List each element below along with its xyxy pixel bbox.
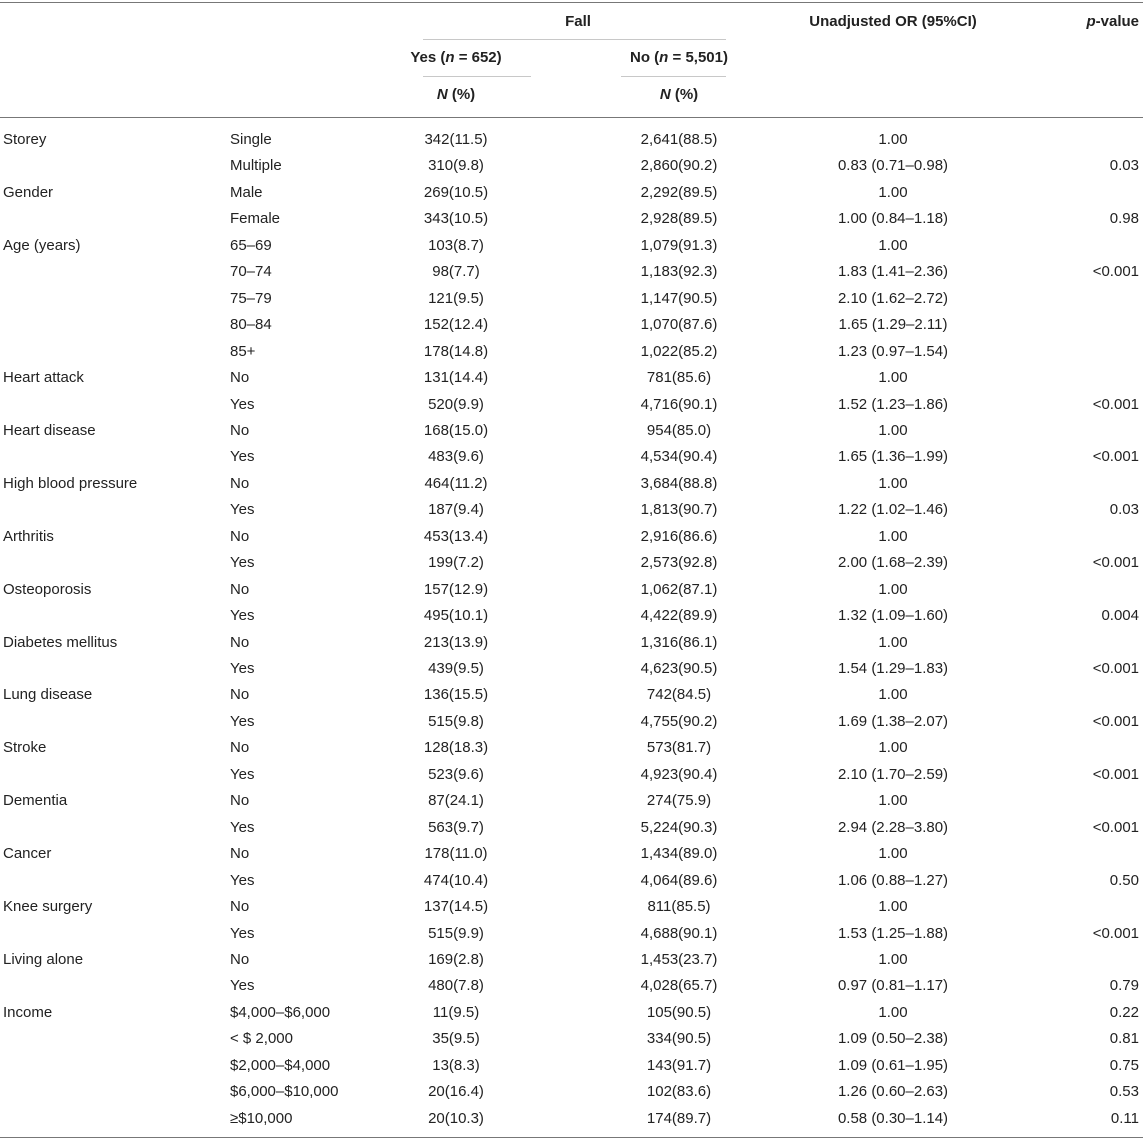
row-no-count: 1,079(91.3) [640,237,718,254]
row-p-value: 0.22 [1109,1004,1139,1021]
row-no-count: 1,183(92.3) [640,263,718,280]
table-bottom-rule [0,1137,1143,1138]
row-no-count: 1,453(23.7) [640,951,718,968]
row-yes-count: 20(10.3) [428,1110,484,1127]
row-p-value: <0.001 [1092,819,1139,836]
row-odds-ratio: 1.06 (0.88–1.27) [837,872,949,889]
row-variable: Lung disease [3,686,93,703]
row-no-count: 1,062(87.1) [640,581,718,598]
row-level: Single [230,131,272,148]
row-level: 85+ [230,343,256,360]
row-p-value: <0.001 [1092,713,1139,730]
row-no-count: 954(85.0) [646,422,712,439]
row-level: Yes [230,501,255,518]
row-level: No [230,581,250,598]
row-no-count: 1,813(90.7) [640,501,718,518]
row-no-count: 4,422(89.9) [640,607,718,624]
header-fall: Fall [565,13,591,30]
row-no-count: 2,573(92.8) [640,554,718,571]
row-odds-ratio: 1.00 [878,475,908,492]
row-yes-count: 343(10.5) [423,210,489,227]
row-no-count: 2,641(88.5) [640,131,718,148]
row-level: Yes [230,925,255,942]
yes-underline [423,76,531,77]
row-yes-count: 474(10.4) [423,872,489,889]
row-level: Multiple [230,157,282,174]
row-variable: Dementia [3,792,68,809]
row-variable: Osteoporosis [3,581,92,598]
row-level: Female [230,210,281,227]
row-level: No [230,898,250,915]
row-p-value: <0.001 [1092,925,1139,942]
row-level: Yes [230,660,255,677]
row-variable: Storey [3,131,47,148]
row-odds-ratio: 1.00 [878,845,908,862]
row-odds-ratio: 1.53 (1.25–1.88) [837,925,949,942]
row-no-count: 1,070(87.6) [640,316,718,333]
row-level: No [230,634,250,651]
row-variable: Knee surgery [3,898,93,915]
row-odds-ratio: 1.00 [878,898,908,915]
row-level: No [230,369,250,386]
row-p-value: 0.11 [1110,1110,1139,1127]
row-level: Yes [230,819,255,836]
row-no-count: 274(75.9) [646,792,712,809]
row-odds-ratio: 0.83 (0.71–0.98) [837,157,949,174]
row-yes-count: 178(11.0) [424,845,488,862]
row-odds-ratio: 2.00 (1.68–2.39) [837,554,949,571]
row-yes-count: 495(10.1) [423,607,489,624]
row-odds-ratio: 1.65 (1.29–2.11) [838,316,948,333]
row-level: $2,000–$4,000 [230,1057,331,1074]
header-n-pct-no: N (%) [659,86,699,103]
row-yes-count: 131(14.4) [423,369,489,386]
row-no-count: 4,028(65.7) [640,977,718,994]
table-top-rule [0,2,1143,3]
row-p-value: 0.75 [1109,1057,1139,1074]
row-odds-ratio: 1.09 (0.50–2.38) [837,1030,949,1047]
row-no-count: 1,434(89.0) [640,845,718,862]
row-odds-ratio: 1.32 (1.09–1.60) [837,607,949,624]
row-odds-ratio: 2.10 (1.70–2.59) [837,766,949,783]
row-no-count: 102(83.6) [646,1083,712,1100]
row-no-count: 573(81.7) [646,739,712,756]
row-variable: High blood pressure [3,475,138,492]
row-yes-count: 128(18.3) [423,739,489,756]
row-p-value: 0.50 [1109,872,1139,889]
row-variable: Gender [3,184,54,201]
row-odds-ratio: 1.00 [878,686,908,703]
row-level: 75–79 [230,290,272,307]
row-variable: Cancer [3,845,52,862]
row-level: Yes [230,872,255,889]
row-no-count: 143(91.7) [646,1057,712,1074]
row-level: < $ 2,000 [230,1030,293,1047]
row-no-count: 4,623(90.5) [640,660,718,677]
row-yes-count: 136(15.5) [423,686,489,703]
row-level: No [230,475,250,492]
row-yes-count: 563(9.7) [428,819,484,836]
row-variable: Stroke [3,739,47,756]
row-p-value: 0.79 [1109,977,1139,994]
row-odds-ratio: 1.83 (1.41–2.36) [837,263,949,280]
row-odds-ratio: 1.00 [878,369,908,386]
row-yes-count: 453(13.4) [423,528,489,545]
row-yes-count: 483(9.6) [428,448,484,465]
header-unadjusted-or: Unadjusted OR (95%CI) [809,13,977,30]
row-yes-count: 121(9.5) [428,290,484,307]
row-yes-count: 168(15.0) [423,422,489,439]
row-variable: Living alone [3,951,84,968]
header-n-pct-yes: N (%) [436,86,476,103]
row-no-count: 5,224(90.3) [640,819,718,836]
row-yes-count: 515(9.9) [428,925,484,942]
row-variable: Age (years) [3,237,81,254]
row-odds-ratio: 1.00 [878,792,908,809]
row-no-count: 1,147(90.5) [640,290,718,307]
row-no-count: 1,022(85.2) [640,343,718,360]
row-odds-ratio: 2.94 (2.28–3.80) [837,819,949,836]
row-odds-ratio: 1.26 (0.60–2.63) [837,1083,949,1100]
row-no-count: 2,860(90.2) [640,157,718,174]
row-level: No [230,528,250,545]
row-level: Yes [230,607,255,624]
row-no-count: 4,688(90.1) [640,925,718,942]
row-level: No [230,951,250,968]
row-odds-ratio: 1.00 (0.84–1.18) [837,210,949,227]
row-odds-ratio: 1.52 (1.23–1.86) [837,396,949,413]
row-p-value: 0.004 [1101,607,1139,624]
row-yes-count: 169(2.8) [428,951,484,968]
row-yes-count: 157(12.9) [423,581,489,598]
row-variable: Heart attack [3,369,84,386]
row-odds-ratio: 1.00 [878,131,908,148]
row-yes-count: 310(9.8) [428,157,484,174]
row-yes-count: 269(10.5) [423,184,489,201]
row-yes-count: 87(24.1) [428,792,484,809]
row-no-count: 105(90.5) [646,1004,712,1021]
row-variable: Heart disease [3,422,96,439]
row-level: 70–74 [230,263,272,280]
row-level: Yes [230,554,255,571]
row-level: No [230,739,250,756]
row-level: No [230,792,250,809]
row-level: $4,000–$6,000 [230,1004,331,1021]
row-odds-ratio: 1.65 (1.36–1.99) [837,448,949,465]
row-level: ≥$10,000 [230,1110,293,1127]
row-yes-count: 13(8.3) [432,1057,480,1074]
row-no-count: 811(85.5) [647,898,711,915]
row-level: $6,000–$10,000 [230,1083,339,1100]
row-no-count: 174(89.7) [646,1110,712,1127]
row-yes-count: 103(8.7) [428,237,484,254]
row-level: 65–69 [230,237,272,254]
row-odds-ratio: 1.00 [878,1004,908,1021]
row-no-count: 781(85.6) [646,369,712,386]
row-level: No [230,686,250,703]
row-yes-count: 520(9.9) [428,396,484,413]
row-odds-ratio: 1.69 (1.38–2.07) [837,713,949,730]
row-level: No [230,845,250,862]
row-variable: Diabetes mellitus [3,634,118,651]
header-yes: Yes (n = 652) [410,49,502,66]
row-yes-count: 11(9.5) [432,1004,480,1021]
row-level: Yes [230,766,255,783]
row-odds-ratio: 1.00 [878,528,908,545]
row-yes-count: 199(7.2) [428,554,484,571]
row-odds-ratio: 1.00 [878,634,908,651]
row-odds-ratio: 1.00 [878,422,908,439]
row-odds-ratio: 1.22 (1.02–1.46) [837,501,949,518]
row-p-value: 0.81 [1109,1030,1139,1047]
row-no-count: 2,292(89.5) [640,184,718,201]
row-p-value: 0.53 [1109,1083,1139,1100]
row-level: Yes [230,448,255,465]
row-yes-count: 523(9.6) [428,766,484,783]
row-p-value: <0.001 [1092,263,1139,280]
row-p-value: <0.001 [1092,448,1139,465]
row-yes-count: 464(11.2) [424,475,488,492]
row-odds-ratio: 2.10 (1.62–2.72) [837,290,949,307]
row-odds-ratio: 1.23 (0.97–1.54) [837,343,949,360]
row-level: No [230,422,250,439]
row-odds-ratio: 1.00 [878,951,908,968]
fall-underline [423,39,726,40]
row-no-count: 742(84.5) [646,686,712,703]
row-odds-ratio: 1.54 (1.29–1.83) [837,660,949,677]
row-no-count: 4,923(90.4) [640,766,718,783]
header-bottom-rule [0,117,1143,118]
row-odds-ratio: 1.00 [878,184,908,201]
row-yes-count: 439(9.5) [428,660,484,677]
row-no-count: 4,755(90.2) [640,713,718,730]
row-yes-count: 20(16.4) [428,1083,484,1100]
row-no-count: 1,316(86.1) [640,634,718,651]
row-p-value: 0.98 [1109,210,1139,227]
row-level: 80–84 [230,316,272,333]
row-p-value: <0.001 [1092,766,1139,783]
row-no-count: 4,534(90.4) [640,448,718,465]
row-yes-count: 35(9.5) [432,1030,480,1047]
row-p-value: <0.001 [1092,396,1139,413]
row-yes-count: 178(14.8) [423,343,489,360]
row-odds-ratio: 1.00 [878,739,908,756]
row-yes-count: 342(11.5) [424,131,488,148]
row-variable: Arthritis [3,528,54,545]
row-no-count: 4,716(90.1) [640,396,718,413]
row-p-value: 0.03 [1109,157,1139,174]
row-no-count: 2,928(89.5) [640,210,718,227]
row-variable: Income [3,1004,53,1021]
header-no: No (n = 5,501) [630,49,728,66]
row-p-value: <0.001 [1092,554,1139,571]
row-odds-ratio: 1.00 [878,237,908,254]
row-yes-count: 515(9.8) [428,713,484,730]
row-odds-ratio: 0.97 (0.81–1.17) [837,977,949,994]
row-odds-ratio: 1.09 (0.61–1.95) [837,1057,949,1074]
row-level: Male [230,184,263,201]
row-yes-count: 187(9.4) [428,501,484,518]
row-odds-ratio: 0.58 (0.30–1.14) [837,1110,949,1127]
no-underline [621,76,726,77]
row-no-count: 2,916(86.6) [640,528,718,545]
row-no-count: 4,064(89.6) [640,872,718,889]
row-odds-ratio: 1.00 [878,581,908,598]
row-level: Yes [230,713,255,730]
row-p-value: <0.001 [1092,660,1139,677]
row-yes-count: 98(7.7) [432,263,480,280]
row-yes-count: 152(12.4) [423,316,489,333]
row-no-count: 3,684(88.8) [640,475,718,492]
header-p-value: p-value [1086,13,1139,30]
row-yes-count: 480(7.8) [428,977,484,994]
row-level: Yes [230,396,255,413]
row-p-value: 0.03 [1109,501,1139,518]
row-no-count: 334(90.5) [646,1030,712,1047]
row-level: Yes [230,977,255,994]
row-yes-count: 137(14.5) [423,898,489,915]
row-yes-count: 213(13.9) [423,634,489,651]
